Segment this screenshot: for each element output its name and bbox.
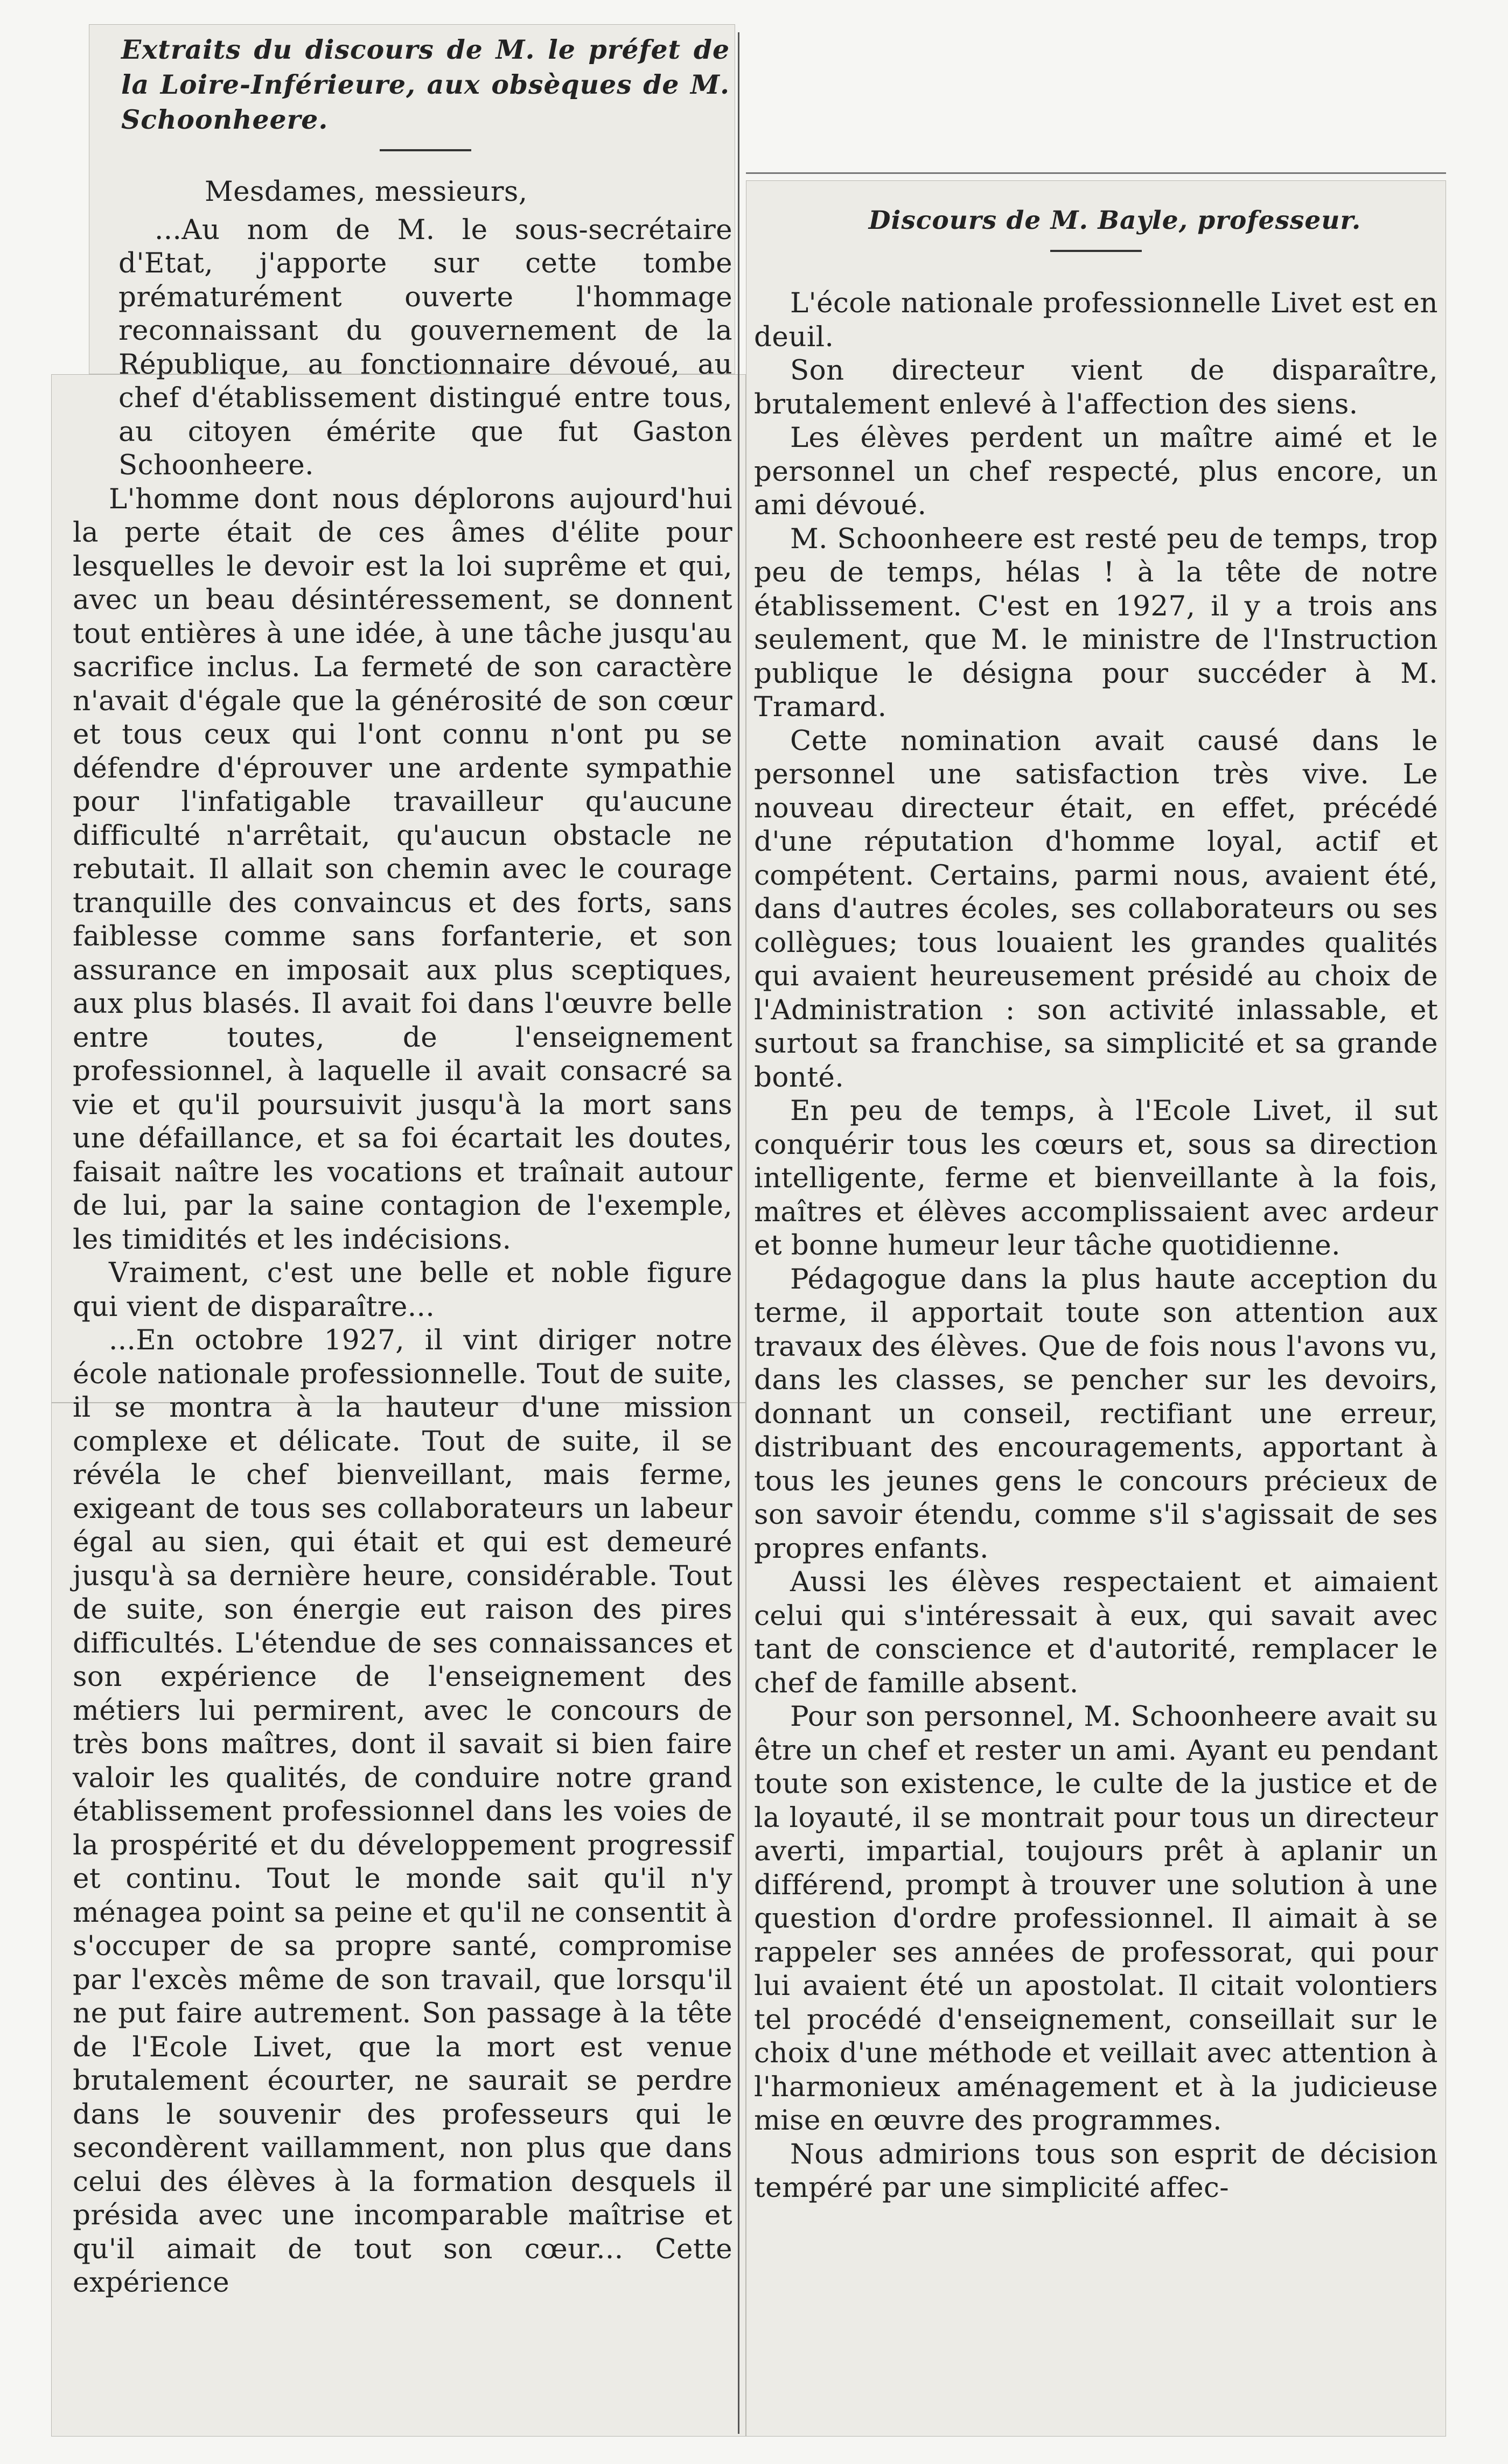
prefect-paragraph-1: ...Au nom de M. le sous-secrétaire d'Etat, j'apporte sur cette tombe prématurément ouverte l'hommage reconnaissant du gouvernement de la République, au fonctionnaire dévoué, au chef d'établissement distingué entre tous, au citoyen émérite que fut Gaston Schoonheere. [118, 213, 732, 481]
top-rule-right [746, 172, 1446, 174]
prefect-paragraph-2: L'homme dont nous déplorons aujourd'hui la perte était de ces âmes d'élite pour lesquelles le devoir est la loi suprême et qui, avec un beau désintéressement, se donnent tout entières à une idée, à une tâche jusqu'au sacrifice inclus. La fermeté de son caractère n'avait d'égale que la générosité de son cœur et tous ceux qui l'ont connu n'ont pu se défendre d'éprouver une ardente sympathie pour l'infatigable travailleur qu'aucune difficulté n'arrêtait, qu'aucun obstacle ne rebutait. Il allait son chemin avec le courage tranquille des convaincus et des forts, sans faiblesse comme sans forfanterie, et son assurance en imposait aux plus sceptiques, aux plus blasés. Il avait foi dans l'œuvre belle entre toutes, de l'enseignement professionnel, à laquelle il avait consacré sa vie et qu'il poursuivit jusqu'à la mort sans une défaillance, et sa foi écartait les doutes, faisait naître les vocations et traînait autour de lui, par la saine contagion de l'exemple, les timidités et les indécisions. [73, 482, 732, 1256]
bayle-paragraph-3: Les élèves perdent un maître aimé et le personnel un chef respecté, plus encore, un ami dévoué. [754, 422, 1438, 521]
bayle-paragraph-6: En peu de temps, à l'Ecole Livet, il sut conquérir tous les cœurs et, sous sa direction intelligente, ferme et bienveillante à la fois, maîtres et élèves accomplissaient avec ardeur et bonne humeur leur tâche quotidienne. [754, 1095, 1438, 1262]
bayle-paragraph-10: Nous admirions tous son esprit de décision tempéré par une simplicité affec- [754, 2138, 1438, 2204]
bayle-paragraph-1: L'école nationale professionnelle Livet est en deuil. [754, 287, 1438, 353]
prefect-paragraph-4: ...En octobre 1927, il vint diriger notre école nationale professionnelle. Tout de suite, il se montra à la hauteur d'une mission complexe et délicate. Tout de suite, il se révéla le chef bienveillant, mais ferme, exigeant de tous ses collaborateurs un labeur égal au sien, qui était et qui est demeuré jusqu'à sa dernière heure, considérable. Tout de suite, son énergie eut raison des pires difficultés. L'étendue de ses connaissances et son expérience de l'enseignement des métiers lui permirent, avec le concours de très bons maîtres, dont il savait si bien faire valoir les qualités, de conduire notre grand établissement professionnel dans les voies de la prospérité et du développement progressif et continu. Tout le monde sait qu'il n'y ménagea point sa peine et qu'il ne consentit à s'occuper de sa propre santé, compromise par l'excès même de son travail, que lorsqu'il ne put faire autrement. Son passage à la tête de l'Ecole Livet, que la mort est venue brutalement écourter, ne saurait se perdre dans le souvenir des professeurs qui le secondèrent vaillamment, non plus que dans celui des élèves à la formation desquels il présida avec une incomparable maîtrise et qu'il aimait de tout son cœur... Cette expérience [73, 1324, 732, 2299]
bayle-paragraph-2: Son directeur vient de disparaître, brutalement enlevé à l'affection des siens. [754, 354, 1438, 421]
bayle-speech [754, 205, 1438, 2205]
heading-rule [380, 149, 471, 151]
bayle-paragraph-4: M. Schoonheere est resté peu de temps, trop peu de temps, hélas ! à la tête de notre établissement. C'est en 1927, il y a trois ans seulement, que M. le ministre de l'Instruction publique le désigna pour succéder à M. Tramard. [754, 522, 1438, 723]
prefect-speech-heading: Extraits du discours de M. le préfet de la Loire-Inférieure, aux obsèques de M. Schoonheere. [121, 34, 730, 135]
prefect-speech-body [73, 175, 732, 2300]
column-divider [738, 32, 739, 2434]
bayle-speech-heading: Discours de M. Bayle, professeur. [868, 206, 1362, 235]
bayle-paragraph-5: Cette nomination avait causé dans le personnel une satisfaction très vive. Le nouveau directeur était, en effet, précédé d'une réputation d'homme loyal, actif et compétent. Certains, parmi nous, avaient été, dans d'autres écoles, ses collaborateurs ou ses collègues; tous louaient les grandes qualités qui avaient heureusement présidé au choix de l'Administration : son activité inlassable, et surtout sa franchise, sa simplicité et sa grande bonté. [754, 724, 1438, 1094]
bayle-paragraph-7: Pédagogue dans la plus haute acception du terme, il apportait toute son attention aux travaux des élèves. Que de fois nous l'avons vu, dans les classes, se pencher sur les devoirs, donnant un conseil, rectifiant une erreur, distribuant des encouragements, apportant à tous les jeunes gens le concours précieux de son savoir étendu, comme s'il s'agissait de ses propres enfants. [754, 1263, 1438, 1565]
prefect-paragraph-3: Vraiment, c'est une belle et noble figure qui vient de disparaître... [73, 1257, 732, 1323]
prefect-salutation: Mesdames, messieurs, [205, 176, 528, 208]
bayle-heading-rule [1050, 250, 1142, 252]
prefect-speech-header [121, 32, 730, 151]
bayle-paragraph-9: Pour son personnel, M. Schoonheere avait su être un chef et rester un ami. Ayant eu pendant toute son existence, le culte de la justice et de la loyauté, il se montrait pour tous un directeur averti, impartial, toujours prêt à aplanir un différend, prompt à trouver une solution à une question d'ordre professionnel. Il aimait à se rappeler ses années de professorat, qui pour lui avaient été un apostolat. Il citait volontiers tel procédé d'enseignement, conseillait sur le choix d'une méthode et veillait avec attention à l'harmonieux aménagement et à la judicieuse mise en œuvre des programmes. [754, 1700, 1438, 2137]
bayle-paragraph-8: Aussi les élèves respectaient et aimaient celui qui s'intéressait à eux, qui savait avec tant de conscience et d'autorité, remplacer le chef de famille absent. [754, 1566, 1438, 1699]
